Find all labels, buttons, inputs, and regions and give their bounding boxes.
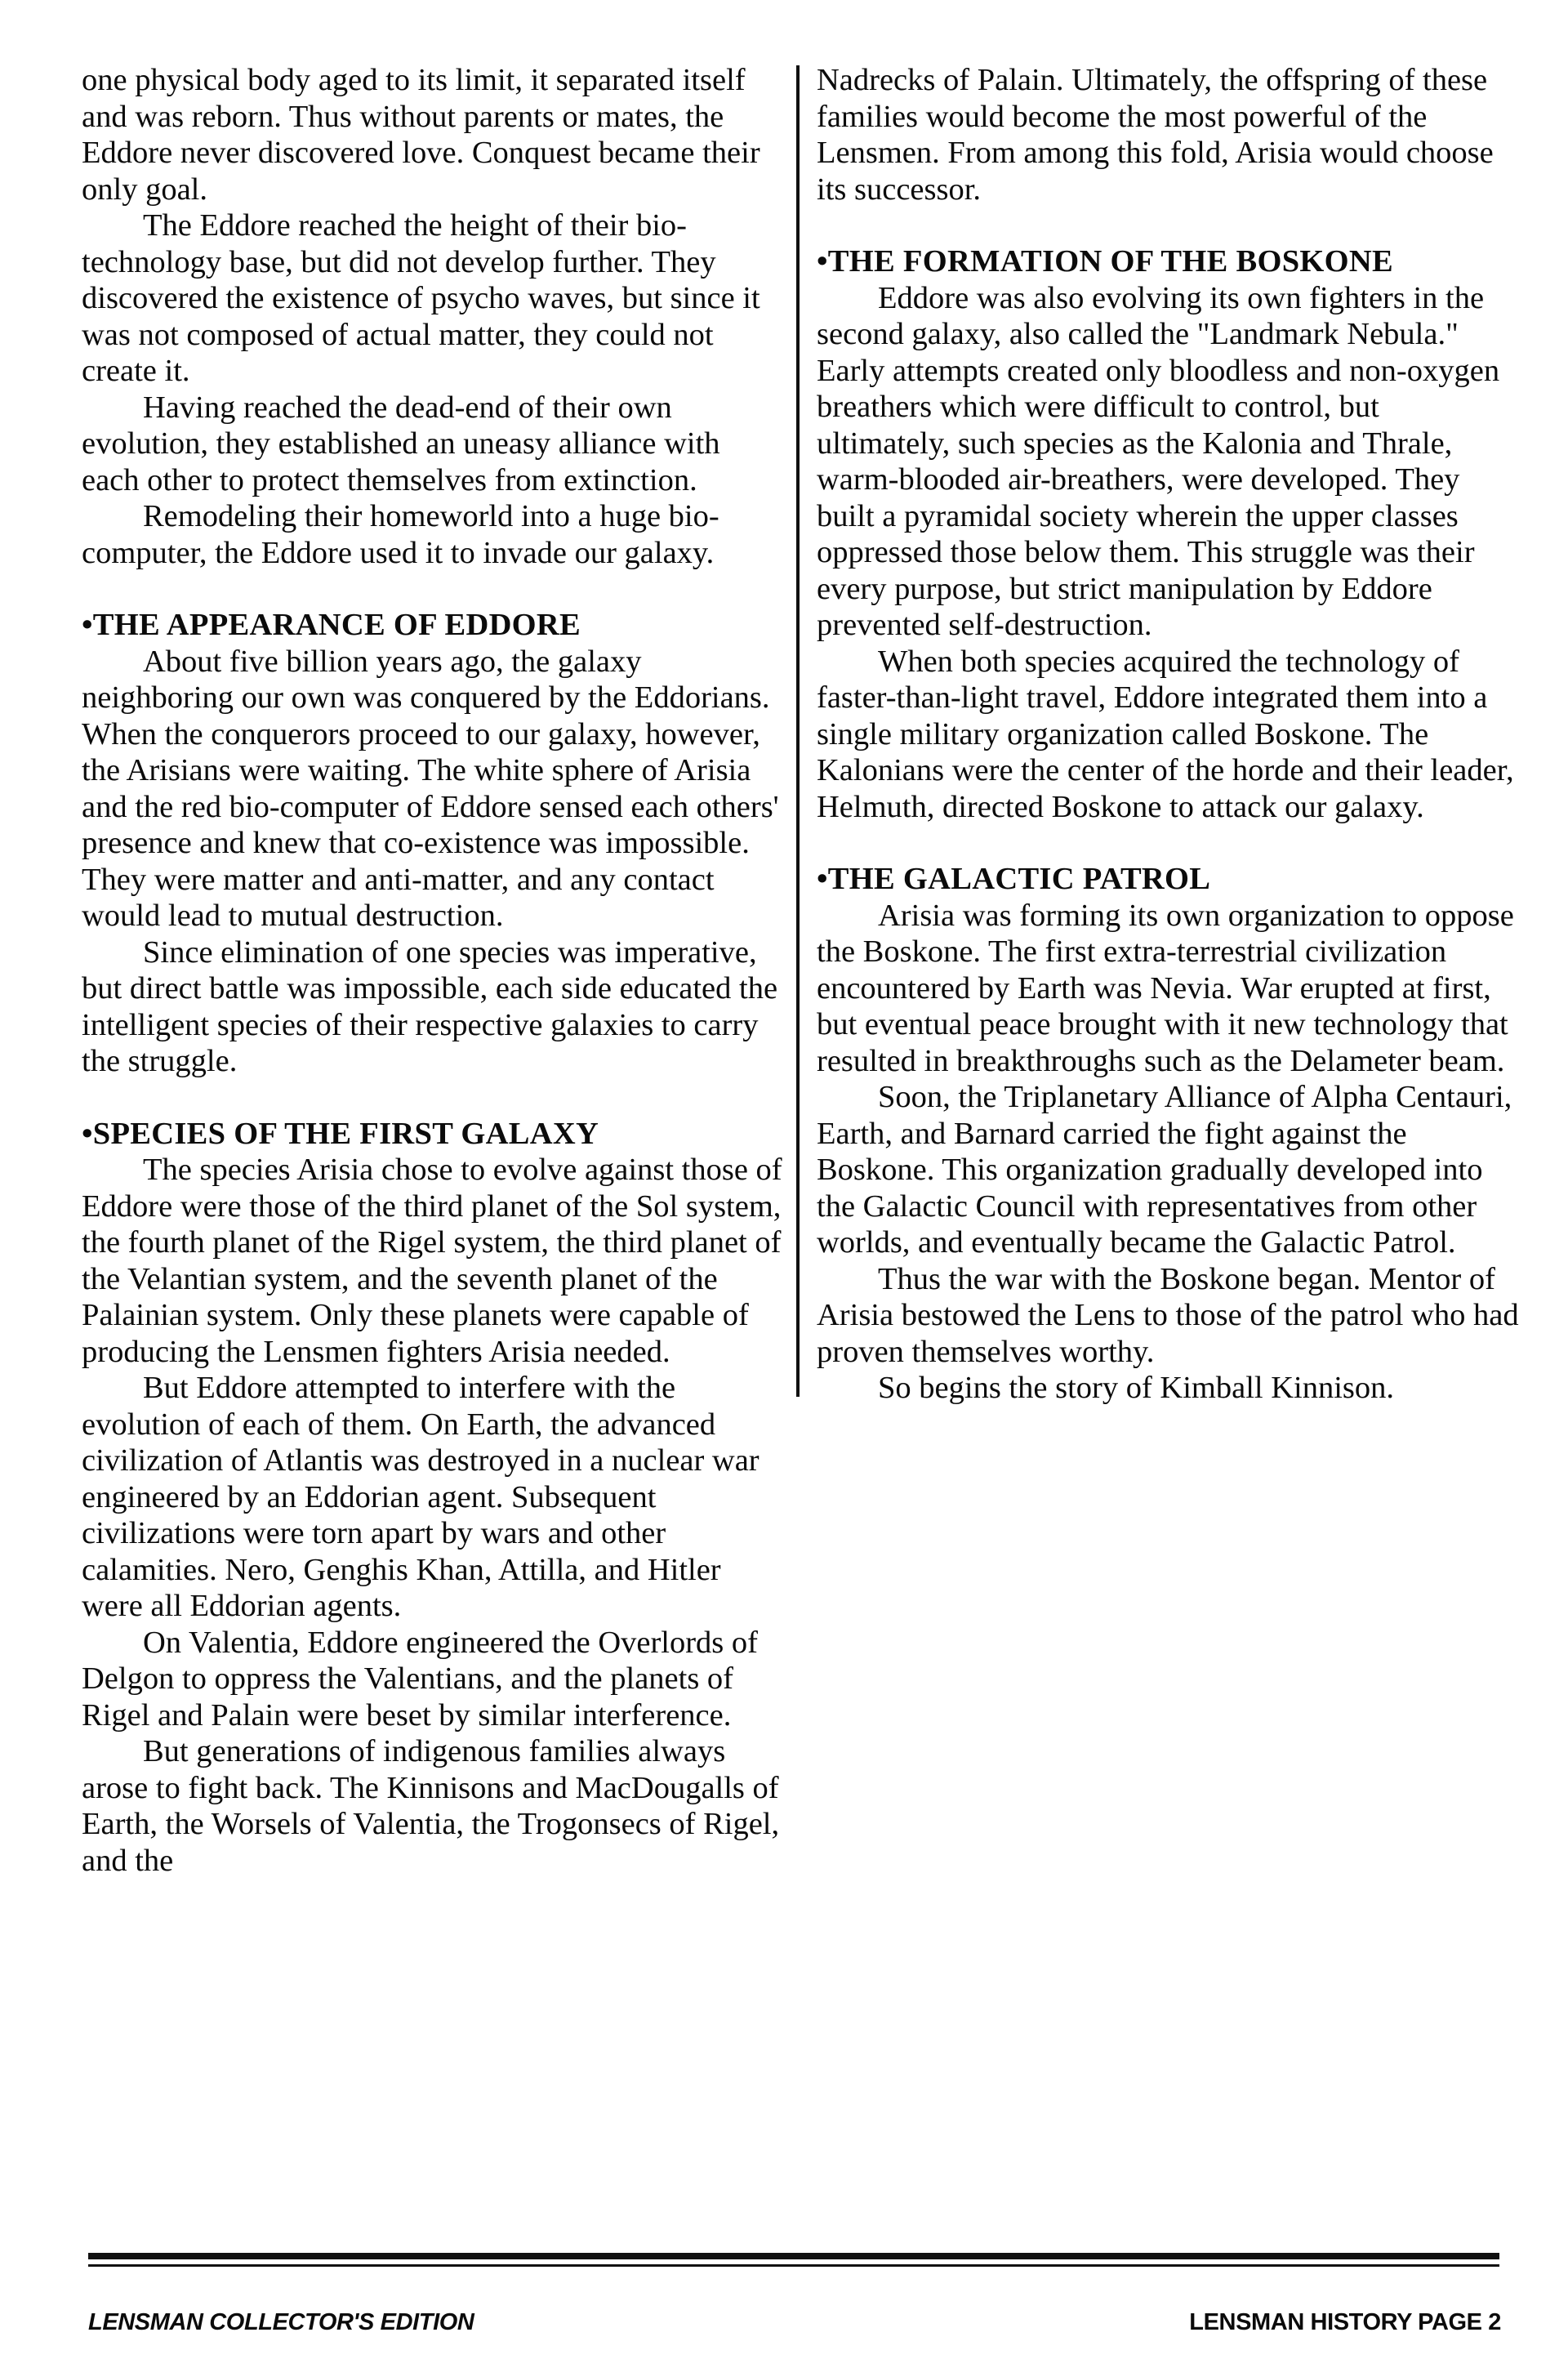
section-heading: •THE FORMATION OF THE BOSKONE (817, 244, 1394, 279)
right-column (817, 62, 1519, 1407)
footer-publication-title: LENSMAN COLLECTOR'S EDITION (88, 2309, 474, 2335)
paragraph: When both species acquired the technology of faster-than-light travel, Eddore integrated them into a single military organization called Boskone. The Kalonians were the center of the horde and their leader, Helmuth, directed Boskone to attack our galaxy. (817, 644, 1514, 824)
paragraph: The Eddore reached the height of their bio-technology base, but did not develop further. They discovered the existence of psycho waves, but since it was not composed of actual matter, they could not create it. (82, 208, 760, 388)
paragraph: About five billion years ago, the galaxy neighboring our own was conquered by the Eddorians. When the conquerors proceed to our galaxy, however, the Arisians were waiting. The white sphere of Arisia and the red bio-computer of Eddore sensed each others' presence and knew that co-existence was impossible. They were matter and anti-matter, and any contact would lead to mutual destruction. (82, 644, 779, 933)
footer-page-label: LENSMAN HISTORY PAGE 2 (1189, 2309, 1501, 2335)
paragraph: one physical body aged to its limit, it separated itself and was reborn. Thus without parents or mates, the Eddore never discovered love. Conquest became their only goal. (82, 63, 760, 207)
paragraph: On Valentia, Eddore engineered the Overlords of Delgon to oppress the Valentians, and the planets of Rigel and Palain were beset by similar interference. (82, 1625, 758, 1733)
paragraph: But generations of indigenous families always arose to fight back. The Kinnisons and MacDougalls of Earth, the Worsels of Valentia, the Trogonsecs of Rigel, and the (82, 1734, 780, 1878)
paragraph: Eddore was also evolving its own fighters in the second galaxy, also called the "Landmark Nebula." Early attempts created only bloodless and non-oxygen breathers which were difficult to control, but ultimately, such species as the Kalonia and Thrale, warm-blooded air-breathers, were developed. They built a pyramidal society wherein the upper classes oppressed those below them. This struggle was their every purpose, but strict manipulation by Eddore prevented self-destruction. (817, 280, 1500, 642)
paragraph: So begins the story of Kimball Kinnison. (878, 1371, 1395, 1405)
footer-rule-thin (88, 2264, 1499, 2267)
section-heading: •THE APPEARANCE OF EDDORE (82, 608, 581, 642)
paragraph: But Eddore attempted to interfere with the evolution of each of them. On Earth, the advanced civilization of Atlantis was destroyed in a nuclear war engineered by an Eddorian agent. Subsequent civilizations were torn apart by wars and other calamities. Nero, Genghis Khan, Attilla, and Hitler were all Eddorian agents. (82, 1371, 760, 1623)
section-heading: •SPECIES OF THE FIRST GALAXY (82, 1116, 599, 1151)
footer-rule-thick (88, 2253, 1499, 2259)
paragraph: Soon, the Triplanetary Alliance of Alpha Centauri, Earth, and Barnard carried the fight against the Boskone. This organization gradually developed into the Galactic Council with representatives from other worlds, and eventually became the Galactic Patrol. (817, 1080, 1512, 1260)
paragraph: Arisia was forming its own organization to oppose the Boskone. The first extra-terrestrial civilization encountered by Earth was Nevia. War erupted at first, but eventual peace brought with it new technology that resulted in breakthroughs such as the Delameter beam. (817, 898, 1514, 1078)
section-heading: •THE GALACTIC PATROL (817, 862, 1211, 896)
paragraph: The species Arisia chose to evolve against those of Eddore were those of the third planet of the Sol system, the fourth planet of the Rigel system, the third planet of the Velantian system, and the seventh planet of the Palainian system. Only these planets were capable of producing the Lensmen fighters Arisia needed. (82, 1153, 782, 1369)
paragraph: Thus the war with the Boskone began. Mentor of Arisia bestowed the Lens to those of the patrol who had proven themselves worthy. (817, 1261, 1519, 1369)
paragraph: Nadrecks of Palain. Ultimately, the offspring of these families would become the most powerful of the Lensmen. From among this fold, Arisia would choose its successor. (817, 63, 1494, 207)
column-divider (796, 65, 800, 1397)
left-column (82, 62, 784, 1879)
paragraph: Remodeling their homeworld into a huge bio-computer, the Eddore used it to invade our galaxy. (82, 499, 719, 570)
paragraph: Since elimination of one species was imperative, but direct battle was impossible, each side educated the intelligent species of their respective galaxies to carry the struggle. (82, 934, 778, 1078)
paragraph: Having reached the dead-end of their own evolution, they established an uneasy alliance with each other to protect themselves from extinction. (82, 390, 720, 497)
